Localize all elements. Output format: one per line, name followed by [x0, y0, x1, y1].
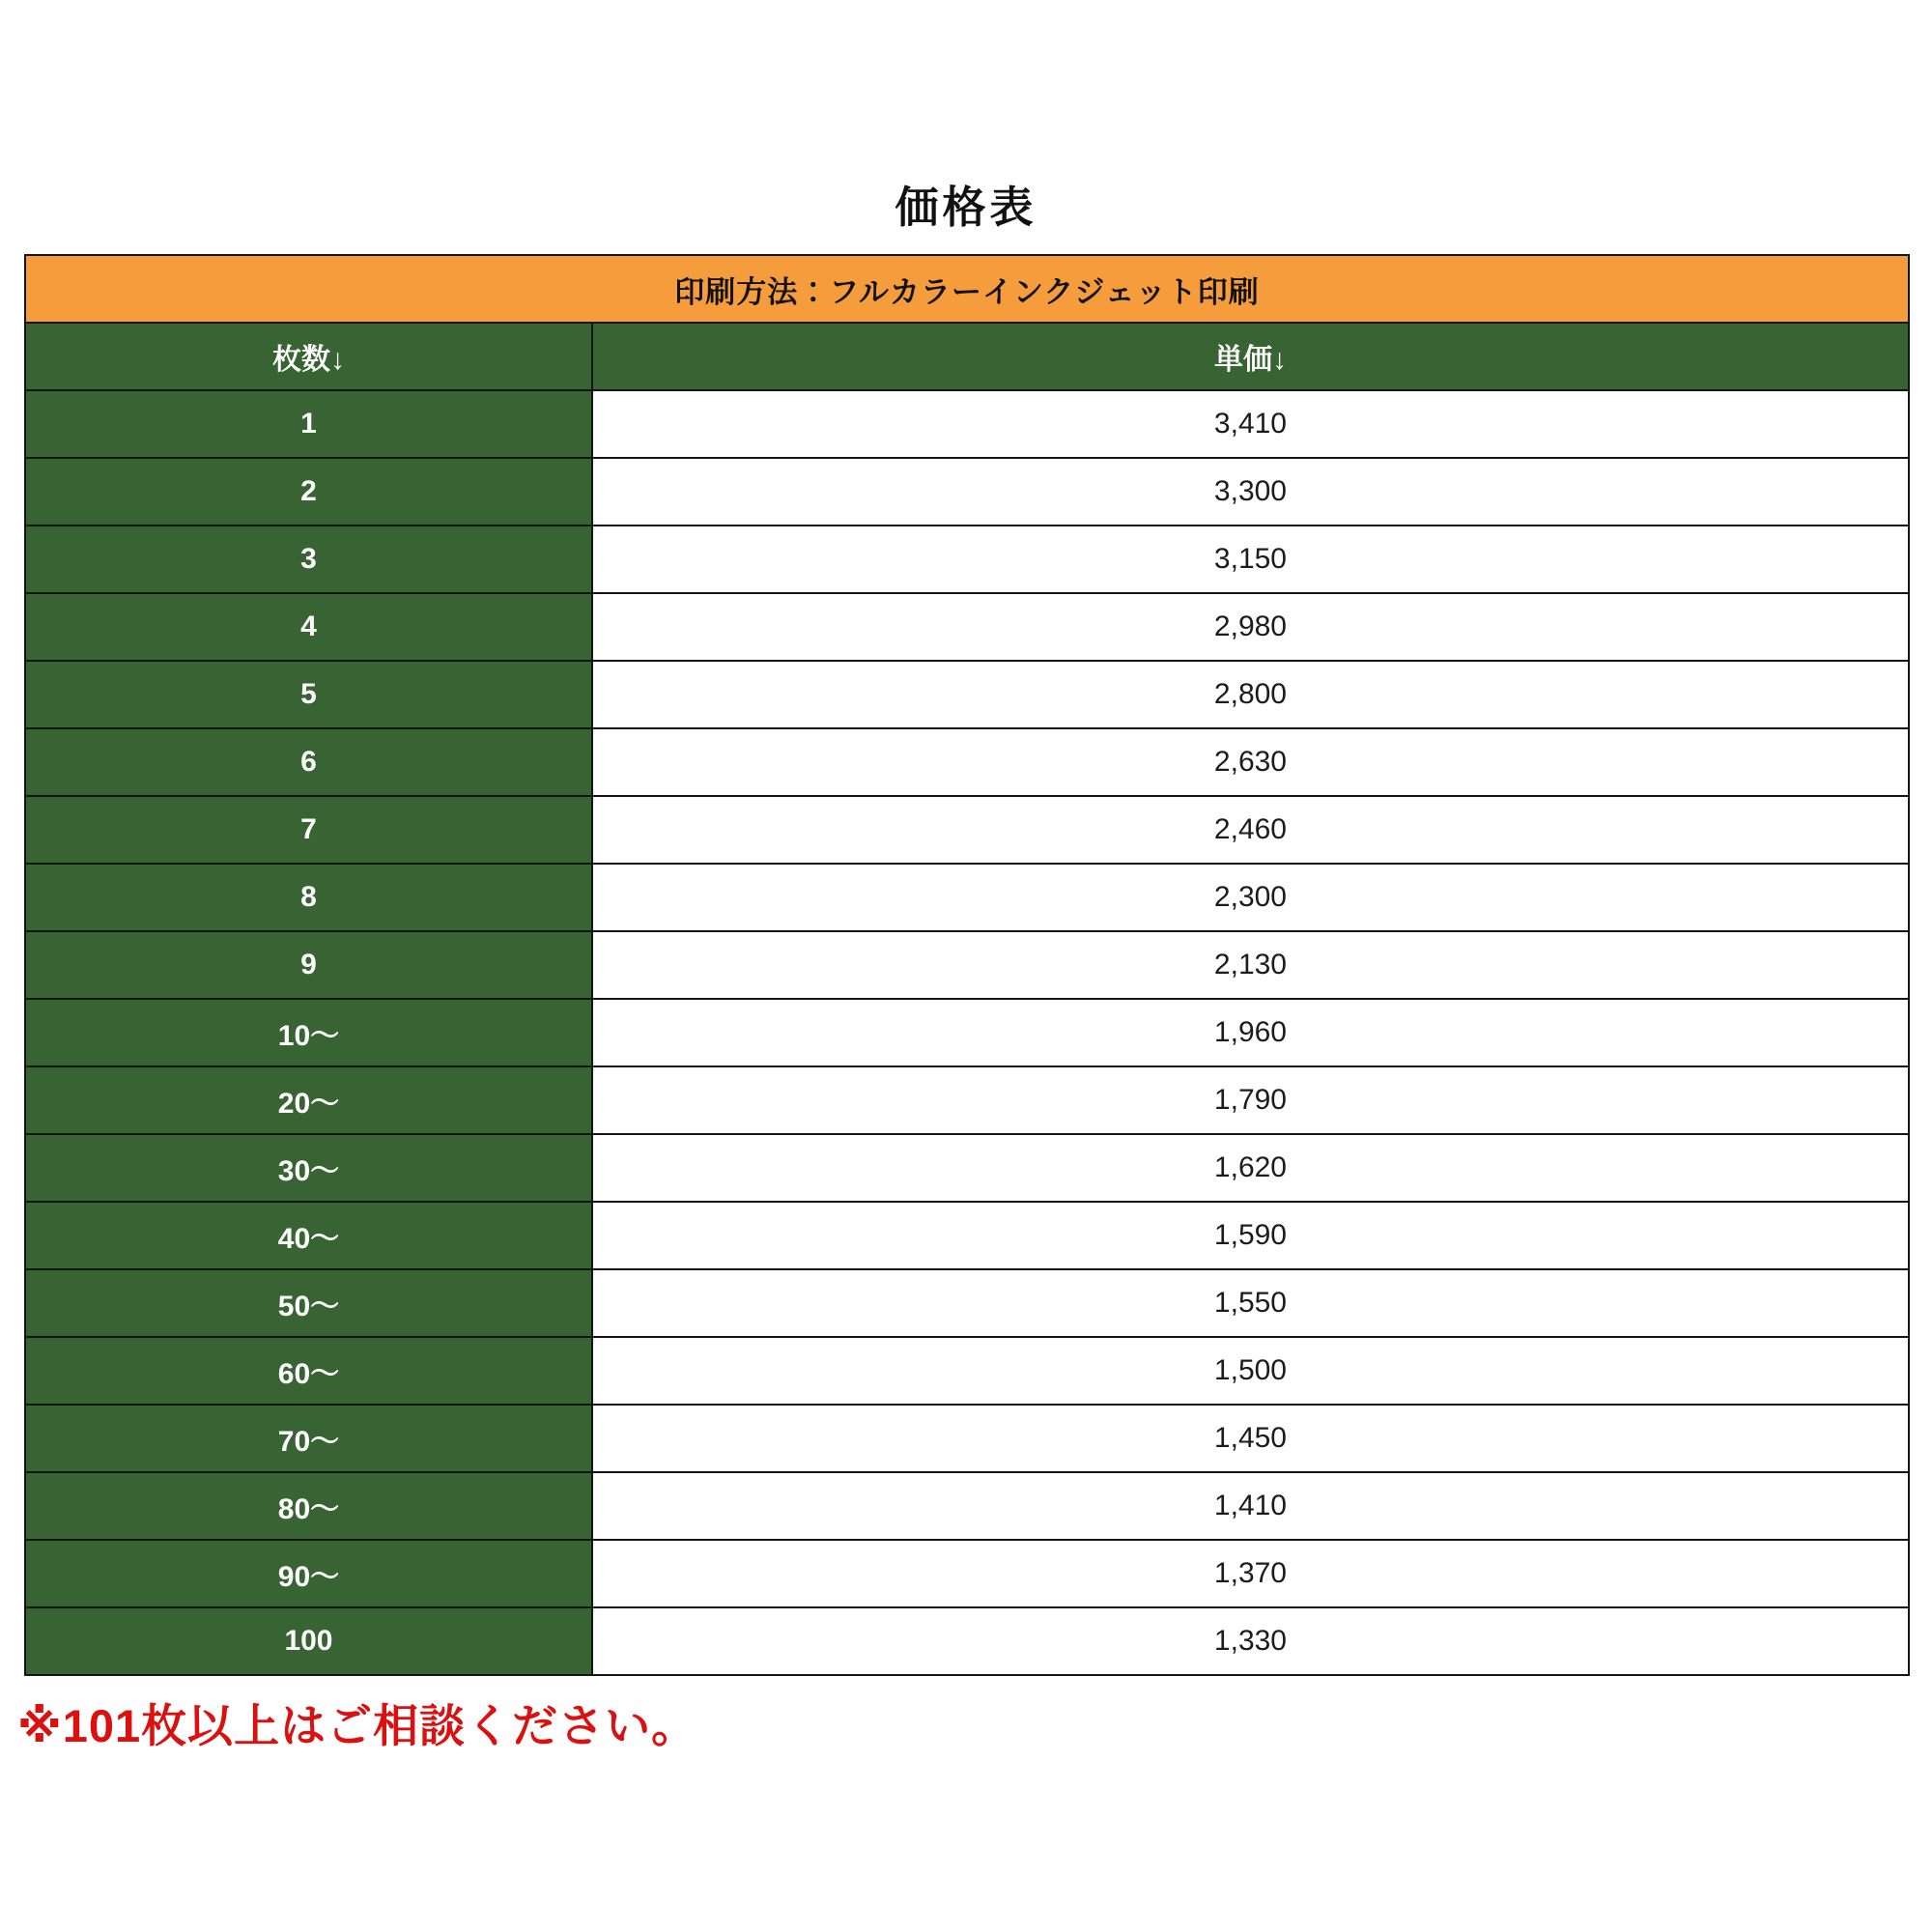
- table-row: [25, 661, 1909, 728]
- table-row: [25, 1337, 1909, 1405]
- qty-cell: 7: [25, 796, 592, 864]
- qty-cell: 4: [25, 593, 592, 661]
- price-cell: 2,300: [592, 864, 1909, 931]
- qty-cell: 1: [25, 390, 592, 458]
- table-row: [25, 1066, 1909, 1134]
- qty-cell: 6: [25, 728, 592, 796]
- table-row: [25, 593, 1909, 661]
- column-header-row: [25, 323, 1909, 390]
- table-row: [25, 1269, 1909, 1337]
- qty-cell: 50〜: [25, 1269, 592, 1337]
- table-row: [25, 864, 1909, 931]
- price-cell: 1,590: [592, 1202, 1909, 1269]
- table-row: [25, 999, 1909, 1066]
- price-cell: 3,410: [592, 390, 1909, 458]
- table-row: [25, 1607, 1909, 1675]
- page-title: 価格表: [895, 183, 1037, 232]
- price-cell: 1,790: [592, 1066, 1909, 1134]
- price-cell: 2,460: [592, 796, 1909, 864]
- qty-cell: 3: [25, 526, 592, 593]
- price-cell: 2,980: [592, 593, 1909, 661]
- table-row: [25, 1202, 1909, 1269]
- table-row: [25, 1134, 1909, 1202]
- qty-cell: 70〜: [25, 1405, 592, 1472]
- qty-cell: 20〜: [25, 1066, 592, 1134]
- price-cell: 1,550: [592, 1269, 1909, 1337]
- qty-cell: 100: [25, 1607, 592, 1675]
- price-cell: 1,960: [592, 999, 1909, 1066]
- qty-cell: 80〜: [25, 1472, 592, 1540]
- price-table: [24, 254, 1910, 1676]
- price-cell: 1,410: [592, 1472, 1909, 1540]
- qty-column-header: 枚数↓: [25, 323, 592, 390]
- method-header-cell: 印刷方法：フルカラーインクジェット印刷: [25, 255, 1909, 323]
- price-column-header: 単価↓: [592, 323, 1909, 390]
- table-row: [25, 526, 1909, 593]
- table-row: [25, 1540, 1909, 1607]
- table-row: [25, 931, 1909, 999]
- price-cell: 2,800: [592, 661, 1909, 728]
- table-row: [25, 796, 1909, 864]
- price-cell: 1,620: [592, 1134, 1909, 1202]
- table-row: [25, 1405, 1909, 1472]
- table-row: [25, 728, 1909, 796]
- qty-cell: 8: [25, 864, 592, 931]
- price-cell: 2,630: [592, 728, 1909, 796]
- price-cell: 3,150: [592, 526, 1909, 593]
- qty-cell: 10〜: [25, 999, 592, 1066]
- price-cell: 1,450: [592, 1405, 1909, 1472]
- qty-cell: 40〜: [25, 1202, 592, 1269]
- price-cell: 1,500: [592, 1337, 1909, 1405]
- qty-cell: 2: [25, 458, 592, 526]
- method-header-row: [25, 255, 1909, 323]
- table-row: [25, 458, 1909, 526]
- qty-cell: 9: [25, 931, 592, 999]
- price-cell: 1,370: [592, 1540, 1909, 1607]
- price-cell: 2,130: [592, 931, 1909, 999]
- consultation-note: ※101枚以上はご相談ください。: [17, 1700, 698, 1751]
- qty-cell: 5: [25, 661, 592, 728]
- table-row: [25, 390, 1909, 458]
- price-cell: 3,300: [592, 458, 1909, 526]
- qty-cell: 60〜: [25, 1337, 592, 1405]
- price-cell: 1,330: [592, 1607, 1909, 1675]
- qty-cell: 90〜: [25, 1540, 592, 1607]
- qty-cell: 30〜: [25, 1134, 592, 1202]
- table-row: [25, 1472, 1909, 1540]
